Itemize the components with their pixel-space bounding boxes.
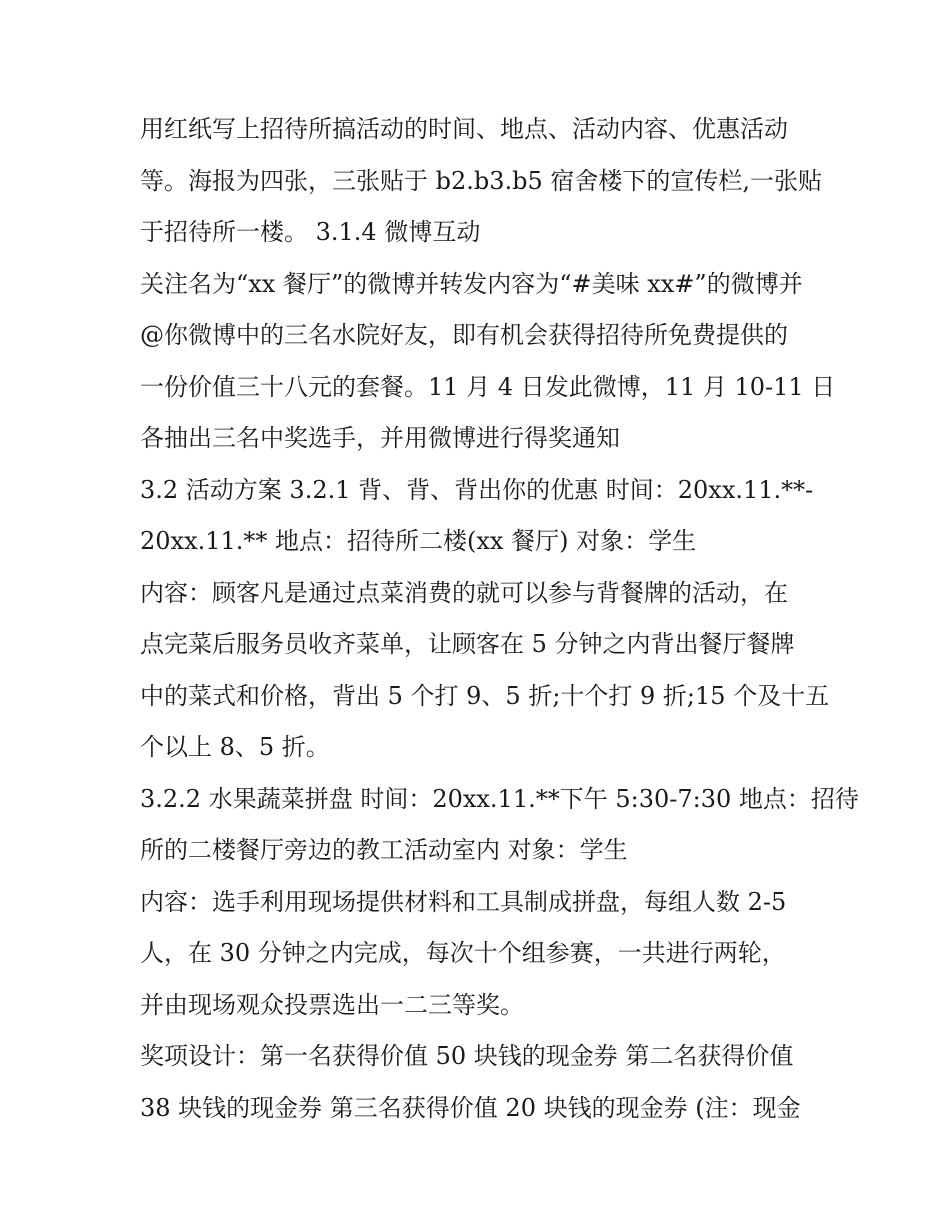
text-line: 所的二楼餐厅旁边的教工活动室内 对象：学生 <box>140 836 628 864</box>
text-line: 38 块钱的现金券 第三名获得价值 20 块钱的现金券 (注：现金 <box>140 1093 801 1122</box>
text-line: 关注名为“xx 餐厅”的微博并转发内容为“#美味 xx#”的微博并 <box>140 269 803 298</box>
text-line: 各抽出三名中奖选手，并用微博进行得奖通知 <box>140 424 620 452</box>
text-line: 于招待所一楼。 3.1.4 微博互动 <box>140 218 481 246</box>
text-line: 人，在 30 分钟之内完成，每次十个组参赛，一共进行两轮， <box>140 939 786 967</box>
text-line: @你微博中的三名水院好友，即有机会获得招待所免费提供的 <box>140 321 788 349</box>
text-line: 中的菜式和价格，背出 5 个打 9、5 折;十个打 9 折;15 个及十五 <box>140 681 830 710</box>
document-body <box>140 104 859 1134</box>
text-line: 奖项设计：第一名获得价值 50 块钱的现金券 第二名获得价值 <box>140 1042 794 1070</box>
text-line: 一份价值三十八元的套餐。11 月 4 日发此微博，11 月 10-11 日 <box>140 372 836 401</box>
text-line: 个以上 8、5 折。 <box>140 733 330 761</box>
text-line: 20xx.11.** 地点：招待所二楼(xx 餐厅) 对象：学生 <box>140 527 697 555</box>
text-line: 点完菜后服务员收齐菜单，让顾客在 5 分钟之内背出餐厅餐牌 <box>140 630 795 658</box>
text-line: 3.2.2 水果蔬菜拼盘 时间：20xx.11.**下午 5:30-7:30 地点：招待 <box>140 784 859 813</box>
text-line: 用红纸写上招待所搞活动的时间、地点、活动内容、优惠活动 <box>140 115 788 143</box>
text-line: 等。海报为四张，三张贴于 b2.b3.b5 宿舍楼下的宣传栏,一张贴 <box>140 166 823 195</box>
text-line: 并由现场观众投票选出一二三等奖。 <box>140 990 524 1019</box>
text-line: 3.2 活动方案 3.2.1 背、背、背出你的优惠 时间：20xx.11.**- <box>140 475 814 504</box>
text-line: 内容：顾客凡是通过点菜消费的就可以参与背餐牌的活动，在 <box>140 578 788 607</box>
text-line: 内容：选手利用现场提供材料和工具制成拼盘，每组人数 2-5 <box>140 887 787 916</box>
